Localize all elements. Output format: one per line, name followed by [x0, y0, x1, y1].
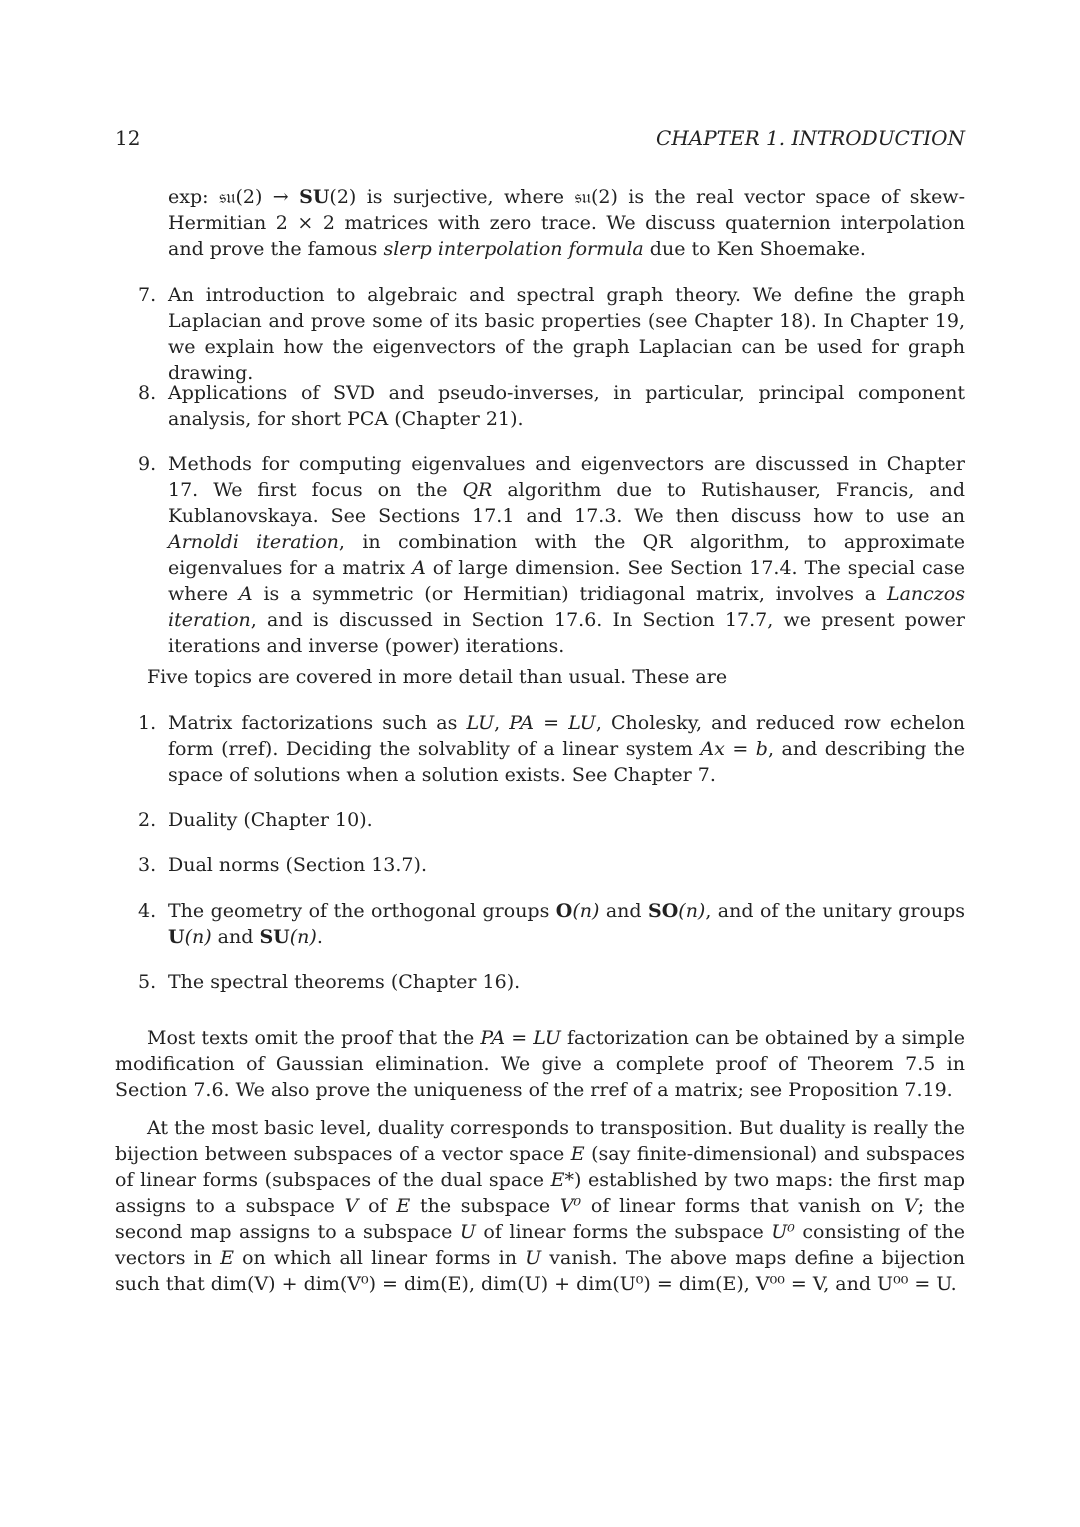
list-item-8: 8. Applications of SVD and pseudo-inverses, in particular, principal component analysis, for short PCA (Chapter 21). — [138, 382, 965, 430]
list-number: 8. — [138, 382, 157, 404]
list-number: 4. — [138, 900, 157, 922]
paragraph-duality: At the most basic level, duality corresponds to transposition. But duality is really the bijection between subspaces of a vector space E (say finite-dimensional) and subspaces of linear forms (subspaces of the dual space E*) established by two maps: the first map assigns to a subspace V of E the subspace V⁰ of linear forms that vanish on V; the second map assigns to a subspace U of linear forms the subspace U⁰ consisting of the vectors in E on which all linear forms in U vanish. The above maps define a bijection such that dim(V) + dim(V⁰) = dim(E), dim(U) + dim(U⁰) = dim(E), V⁰⁰ = V, and U⁰⁰ = U. — [115, 1117, 966, 1295]
topics-intro: Five topics are covered in more detail than usual. These are — [147, 666, 728, 688]
list-number: 7. — [138, 284, 157, 306]
topic-item-1: 1. Matrix factorizations such as LU, PA = LU, Cholesky, and reduced row echelon form (rref). Deciding the solvablity of a linear system Ax = b, and describing the space of solutions when a solution exists. See Chapter 7. — [138, 712, 965, 786]
list-number: 9. — [138, 453, 157, 475]
paragraph-lu: Most texts omit the proof that the PA = LU factorization can be obtained by a simple modification of Gaussian elimination. We give a complete proof of Theorem 7.5 in Section 7.6. We also prove the uniqueness of the rref of a matrix; see Proposition 7.19. — [115, 1027, 965, 1101]
list-number: 1. — [138, 712, 157, 734]
list-item-9: 9. Methods for computing eigenvalues and eigenvectors are discussed in Chapter 17. We first focus on the QR algorithm due to Rutishauser, Francis, and Kublanovskaya. See Sections 17.1 and 17.3. We then discuss how to use an Arnoldi iteration, in combination with the QR algorithm, to approximate eigenvalues for a matrix A of large dimension. See Section 17.4. The special case where A is a symmetric (or Hermitian) tridiagonal matrix, involves a Lanczos iteration, and is discussed in Section 17.6. In Section 17.7, we present power iterations and inverse (power) iterations. — [138, 453, 966, 657]
topic-item-3: 3. Dual norms (Section 13.7). — [138, 854, 427, 876]
list-number: 5. — [138, 971, 157, 993]
topic-item-4: 4. The geometry of the orthogonal groups O(n) and SO(n), and of the unitary groups U(n) and SU(n). — [138, 900, 966, 948]
topic-item-2: 2. Duality (Chapter 10). — [138, 809, 373, 831]
list-number: 3. — [138, 854, 157, 876]
chapter-title: CHAPTER 1. INTRODUCTION — [656, 126, 965, 150]
list-item-7: 7. An introduction to algebraic and spectral graph theory. We define the graph Laplacian and prove some of its basic properties (see Chapter 18). In Chapter 19, we explain how the eigenvectors of the graph Laplacian can be used for graph drawing. — [138, 284, 965, 384]
page-number: 12 — [115, 126, 141, 150]
running-header — [115, 126, 965, 154]
list-number: 2. — [138, 809, 157, 831]
topic-item-5: 5. The spectral theorems (Chapter 16). — [138, 971, 521, 993]
continued-list-item: exp: 𝔰𝔲(2) → SU(2) is surjective, where 𝔰𝔲(2) is the real vector space of skew-Hermitian 2 × 2 matrices with zero trace. We discuss quaternion interpolation and prove the famous slerp interpolation formula due to Ken Shoemake. — [168, 186, 965, 260]
